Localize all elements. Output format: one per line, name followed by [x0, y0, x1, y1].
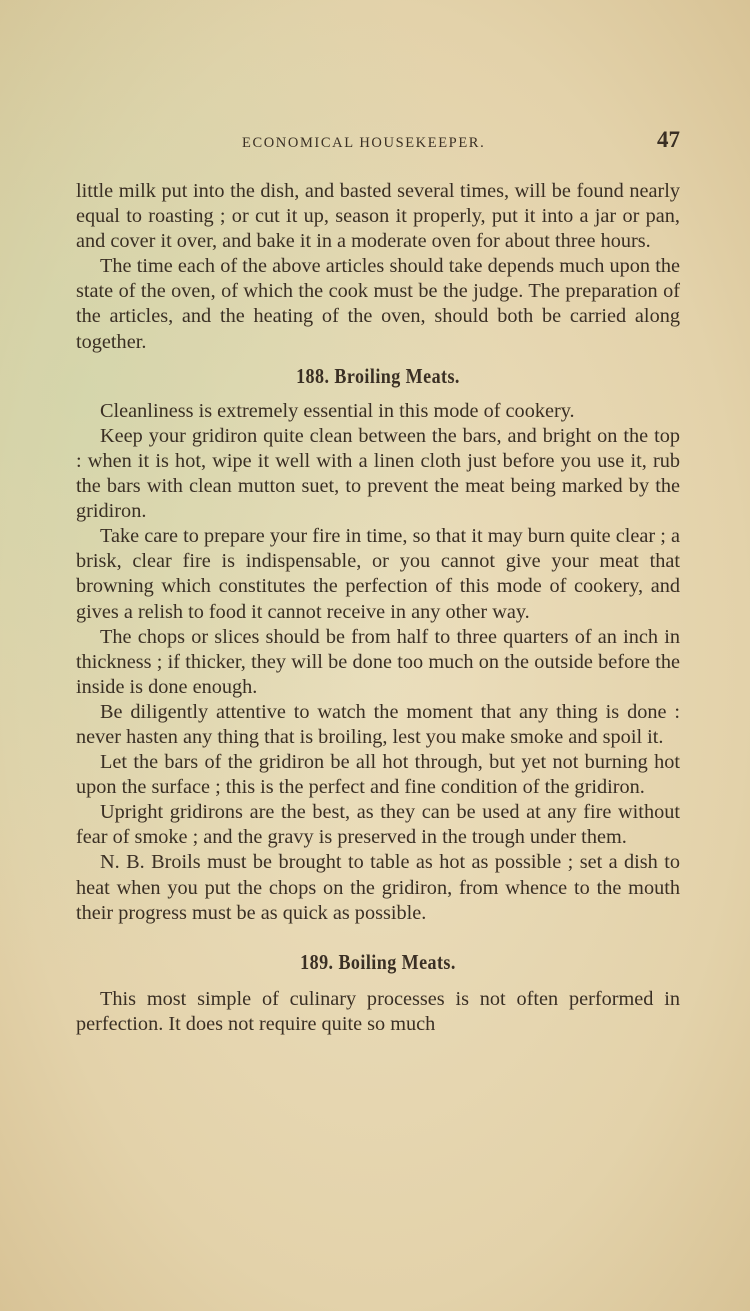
paragraph: The time each of the above articles should take depends much upon the state of the oven, of which the cook must be the judge. The preparation of the articles, and the heating of the oven, should both be carried along together. — [76, 255, 680, 353]
paragraph: Keep your gridiron quite clean between the bars, and bright on the top : when it is hot, wipe it well with a linen cloth just before you use it, rub the bars with clean mutton suet, to prevent the meat being marked by the gridiron. — [76, 424, 680, 523]
running-head — [76, 127, 680, 160]
section-heading-boiling-meats: 189. Boiling Meats. — [300, 949, 456, 974]
paragraph: Upright gridirons are the best, as they can be used at any fire without fear of smoke ; and the gravy is preserved in the trough under them. — [76, 801, 680, 849]
page-number: 47 — [657, 127, 680, 152]
paragraph: Cleanliness is extremely essential in this mode of cookery. — [100, 399, 575, 422]
paragraph: Let the bars of the gridiron be all hot through, but yet not burning hot upon the surface ; this is the perfect and fine condition of the gridiron. — [76, 751, 680, 799]
paragraph: Take care to prepare your fire in time, so that it may burn quite clear ; a brisk, clear fire is indispensable, or you cannot give your meat that browning which constitutes the perfection of this mode of cookery, and gives a relish to food it cannot receive in any other way. — [76, 525, 680, 623]
running-title: ECONOMICAL HOUSEKEEPER. — [242, 135, 486, 151]
paragraph: This most simple of culinary processes is not often performed in perfection. It does not require quite so much — [76, 987, 680, 1035]
paragraph: Be diligently attentive to watch the moment that any thing is done : never hasten any thing that is broiling, lest you make smoke and spoil it. — [76, 700, 680, 748]
paragraph: The chops or slices should be from half to three quarters of an inch in thickness ; if thicker, they will be done too much on the outside before the inside is done enough. — [76, 625, 680, 698]
page-body — [76, 179, 680, 1037]
paragraph: N. B. Broils must be brought to table as hot as possible ; set a dish to heat when you put the chops on the gridiron, from whence to the mouth their progress must be as quick as possible. — [76, 851, 680, 924]
section-heading-broiling-meats: 188. Broiling Meats. — [296, 363, 460, 388]
paragraph: little milk put into the dish, and basted several times, will be found nearly equal to roasting ; or cut it up, season it properly, put it into a jar or pan, and cover it over, and bake it in a moderate oven for about three hours. — [76, 180, 680, 253]
